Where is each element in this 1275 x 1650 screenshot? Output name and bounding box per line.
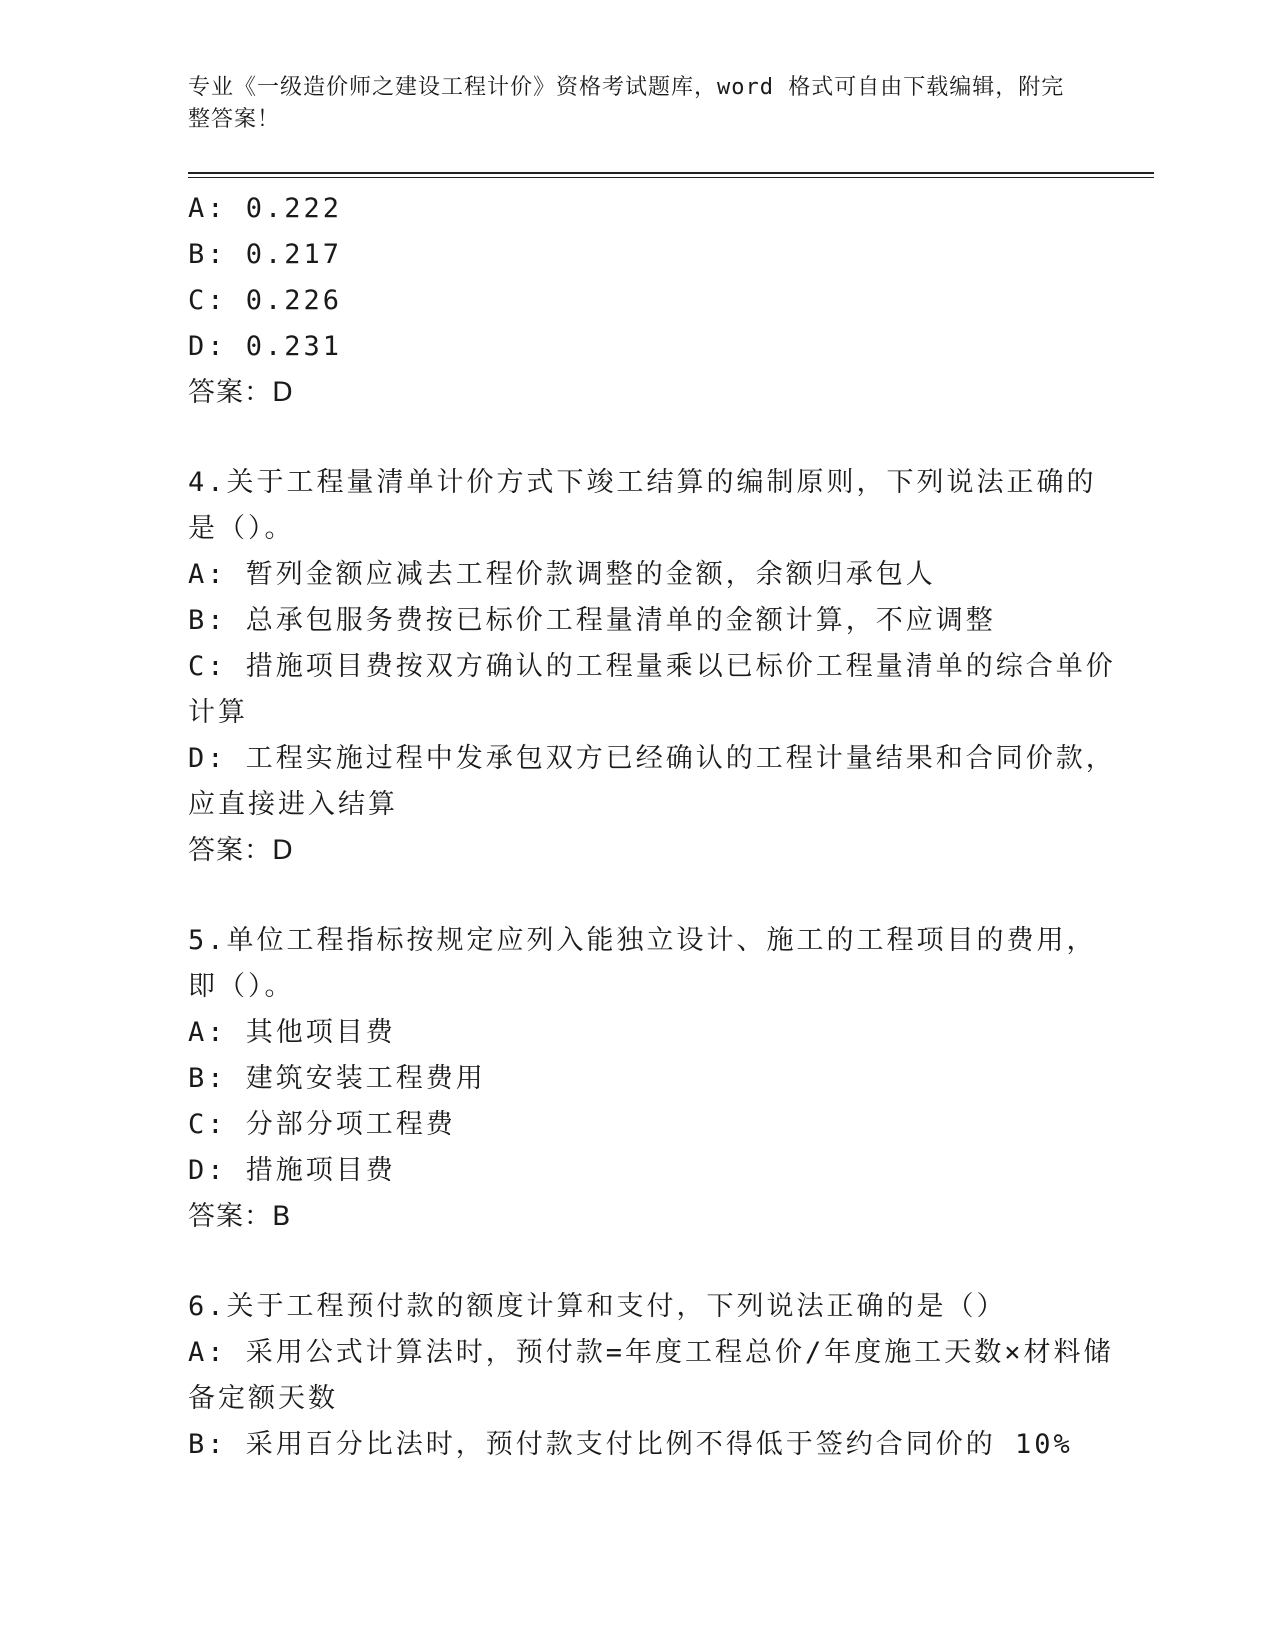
q4-answer: 答案：D xyxy=(188,835,294,866)
q6-question: 6.关于工程预付款的额度计算和支付，下列说法正确的是（） xyxy=(188,1291,1007,1322)
q5-option-c: C: 分部分项工程费 xyxy=(188,1109,456,1140)
question-5-block xyxy=(188,918,1148,1240)
q4-option-c-line-1: C: 措施项目费按双方确认的工程量乘以已标价工程量清单的综合单价 xyxy=(188,651,1116,682)
q4-option-c-line-2: 计算 xyxy=(188,697,248,728)
q4-option-d-line-2: 应直接进入结算 xyxy=(188,789,398,820)
question-3-block xyxy=(188,186,1148,416)
q4-option-b: B: 总承包服务费按已标价工程量清单的金额计算，不应调整 xyxy=(188,605,996,636)
q3-option-d: D: 0.231 xyxy=(188,331,343,362)
q3-answer: 答案：D xyxy=(188,377,294,408)
document-header: 专业《一级造价师之建设工程计价》资格考试题库，word 格式可自由下载编辑，附完整答案！ xyxy=(188,75,1065,132)
q6-option-a-line-1: A: 采用公式计算法时，预付款=年度工程总价/年度施工天数×材料储 xyxy=(188,1337,1114,1368)
q3-option-c: C: 0.226 xyxy=(188,285,343,316)
question-4-block xyxy=(188,460,1148,874)
q6-option-b: B: 采用百分比法时，预付款支付比例不得低于签约合同价的 10% xyxy=(188,1429,1073,1460)
q5-option-a: A: 其他项目费 xyxy=(188,1017,396,1048)
q5-question-line-2: 即（）。 xyxy=(188,971,295,1002)
q3-option-a: A: 0.222 xyxy=(188,193,343,224)
q6-option-a-line-2: 备定额天数 xyxy=(188,1383,338,1414)
q5-option-d: D: 措施项目费 xyxy=(188,1155,396,1186)
q4-option-a: A: 暂列金额应减去工程价款调整的金额，余额归承包人 xyxy=(188,559,936,590)
q5-option-b: B: 建筑安装工程费用 xyxy=(188,1063,486,1094)
q4-question-line-1: 4.关于工程量清单计价方式下竣工结算的编制原则，下列说法正确的 xyxy=(188,467,1097,498)
document-page xyxy=(188,72,1148,1468)
q3-option-b: B: 0.217 xyxy=(188,239,343,270)
q5-question-line-1: 5.单位工程指标按规定应列入能独立设计、施工的工程项目的费用， xyxy=(188,925,1097,956)
header-divider xyxy=(188,172,1154,178)
question-6-block xyxy=(188,1284,1148,1468)
q4-option-d-line-1: D: 工程实施过程中发承包双方已经确认的工程计量结果和合同价款， xyxy=(188,743,1116,774)
q5-answer: 答案：B xyxy=(188,1201,292,1232)
q4-question-line-2: 是（）。 xyxy=(188,513,295,544)
